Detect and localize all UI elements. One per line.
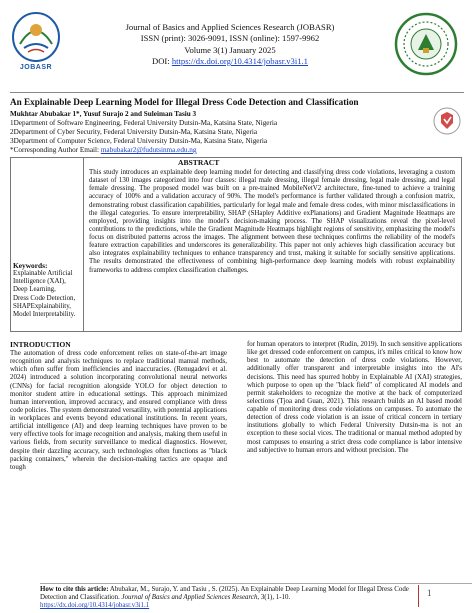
doi-link[interactable]: https://dx.doi.org/10.4314/jobasr.v3i1.1	[171, 56, 308, 66]
introduction-right-column: for human operators to interpret (Rudin, 2019). In such sensitive applications like get dressed code enforcement on campus, it's miles critical to know how best to automate the detection of dress code violations. However, additionally offer transparent and interpretable insights into the AI's decisions. This need has spurred hobby in Explainable AI (XAI) strategies, which purpose to open up the "black field" of complicated AI models and permit stakeholders to recognize the motive at the back of computerized selections (Tjoa and Guan, 2021). This research builds an AI based model capable of monitoring dress code violations on campuses. To automate the detection of dress code violation is an issue of critical concern in tertiary institutions globally to which Federal University Dutsin-ma is not an exception to these social vices. The traditional or manual method adopted by most campuses to ensuring a strict dress code compliance is labor intensive and subjective to human errors and without precision. The	[247, 340, 462, 454]
university-seal-icon	[394, 12, 458, 76]
introduction-heading: INTRODUCTION	[10, 340, 71, 349]
keyword-item: SHAPExplainability,	[13, 302, 71, 310]
keyword-item: Model Interpretability.	[13, 311, 76, 319]
doi-label: DOI:	[152, 56, 172, 66]
abstract-heading: ABSTRACT	[178, 158, 220, 167]
journal-logo-icon	[10, 10, 62, 64]
journal-volume: Volume 3(1) January 2025	[184, 45, 276, 55]
citation-footer	[40, 586, 416, 610]
keyword-item: Explainable Artificial Intelligence (XAI),	[13, 270, 73, 286]
journal-title: Journal of Basics and Applied Sciences Research (JOBASR)	[125, 22, 335, 32]
keyword-item: Deep Learning,	[13, 286, 56, 294]
affiliation-3: 3Department of Computer Science, Federal University Dutsin-Ma, Katsina State, Nigeria	[10, 137, 268, 145]
abstract-text: This study introduces an explainable deep learning model for detecting and classifying dress code violations, leveraging a custom dataset of 130 images categorized into four classes: illegal male dressing, illegal female dressing, legal male dressing, and legal female dressing. The proposed model was built on a pre-trained MobileNetV2 architecture, fine-tuned to achieve a training accuracy of 100% and a validation accuracy of 90%. The model's performance is further validated through a confusion matrix, demonstrating robust classification capabilities, particularly for legal male and female dress codes, with minor misclassifications in the illegal categories. To ensure interpretability, SHAP (SHapley Additive exPlanations) and Gradient Magnitude Heatmaps are employed, providing insights into the model's decision-making process. The SHAP visualizations reveal the pixel-level contributions to the predictions, while the Gradient Magnitude Heatmaps highlight regions of sensitivity, emphasizing the model's focus on distributed patterns across the images. The alignment between these techniques confirms the reliability of the model's feature extraction capabilities and underscores its generalizability. This paper not only achieves high classification accuracy but also integrates explainability techniques to enhance transparency and trust, making it suitable for socially sensitive applications. The results demonstrated the effectiveness of combining high-performance deep learning models with robust explainability frameworks to address complex classification challenges.	[89, 168, 455, 274]
page-number: 1	[427, 588, 432, 598]
citation-doi-link[interactable]: https://dx.doi.org/10.4314/jobasr.v3i1.1	[40, 602, 150, 609]
citation-tail: 3(1), 1-10.	[259, 594, 291, 601]
corresponding-author	[10, 146, 430, 155]
header-divider	[10, 92, 464, 93]
journal-doi	[70, 56, 390, 67]
corresponding-email-link[interactable]: mabubakar2@fudutsinma.edu.ng	[100, 146, 197, 154]
keywords-list	[13, 270, 81, 319]
footer-divider	[418, 585, 419, 607]
keywords-heading: Keywords:	[13, 261, 48, 270]
affiliation-1: 1Department of Software Engineering, Federal University Dutsin-Ma, Katsina State, Nigeria	[10, 119, 278, 127]
citation-text: Abubakar, M., Surajo, Y. and Tasiu , S. (2025). An Explainable Deep Learning Model for Illegal Dress Code Detection and Classification.	[40, 586, 409, 601]
paper-title: An Explainable Deep Learning Model for Illegal Dress Code Detection and Classification	[10, 97, 359, 107]
check-updates-icon[interactable]	[432, 106, 462, 136]
affiliation-2: 2Department of Cyber Security, Federal University Dutsin-Ma, Katsina State, Nigeria	[10, 128, 258, 136]
keyword-item: Dress Code Detection,	[13, 294, 76, 302]
corresponding-label: *Corresponding Author Email:	[10, 146, 101, 154]
citation-label: How to cite this article:	[40, 586, 109, 593]
abstract-divider	[83, 157, 84, 332]
introduction-left-column: The automation of dress code enforcement relies on state-of-the-art image recognition and analysis techniques to replace traditional manual methods, which often suffer from inefficiencies and inaccuracies. (Renugadevi et al. 2024) introduced a solution incorporating convolutional neural networks (CNNs) for facial recognition alongside YOLO for object detection to monitor student attire in educational settings. This approach minimized human intervention, improved accuracy, and ensured compliance with dress code policies. The system demonstrated versatility, with potential applications in workplaces and events beyond educational institutions. In recent years, artificial intelligence (AI) and deep learning techniques have proven to be very effective tools for image recognition and analysis, making them useful in various fields, from security surveillance to medical diagnostics. However, despite their dazzling accuracy, such technologies often functions as "black packing containers," wherein the decision-making tactics are opaque and tough	[10, 349, 227, 471]
citation-journal: Journal of Basics and Applied Sciences Research,	[121, 594, 260, 601]
journal-logo-text: JOBASR	[19, 64, 53, 71]
journal-issn: ISSN (print): 3026-9091, ISSN (online): 1597-9962	[140, 33, 320, 43]
author-list: Mukhtar Abubakar 1*, Yusuf Surajo 2 and Suleiman Tasiu 3	[10, 110, 197, 118]
